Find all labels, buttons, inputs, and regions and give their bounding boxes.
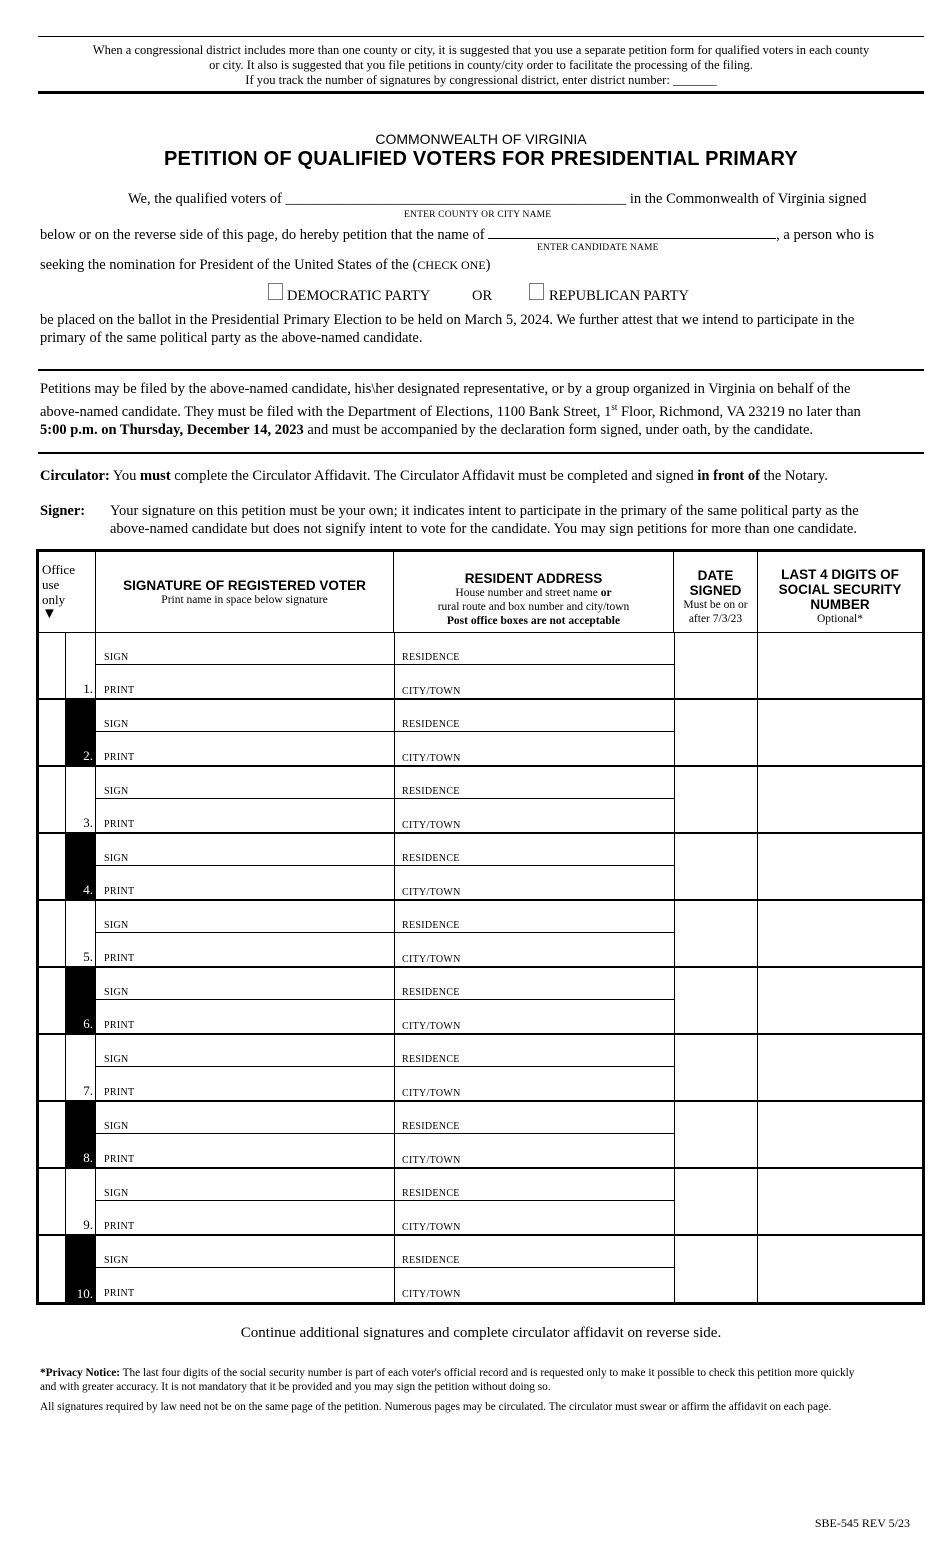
all-signatures-note: All signatures required by law need not be on the same page of the petition. Numerous pages may be circulated. The circulator must swear or affirm the affidavit on each page. [40, 1401, 832, 1413]
ssn-last4-field[interactable] [758, 901, 922, 966]
table-row [39, 633, 922, 700]
district-notice [38, 36, 924, 94]
column-divider [394, 767, 395, 832]
date-signed-field[interactable] [674, 1102, 758, 1167]
use-word: use [42, 577, 60, 592]
table-header [39, 552, 922, 633]
signature-address-area [96, 767, 674, 832]
date-header [674, 552, 758, 632]
republican-party-label: REPUBLICAN PARTY [549, 288, 689, 304]
sign-field[interactable]: SIGN [104, 652, 129, 663]
print-field[interactable]: PRINT [104, 1020, 135, 1031]
office-use-cell [39, 1102, 66, 1167]
county-city-field[interactable]: _______________________________________________ [285, 191, 627, 207]
signature-header-sub: Print name in space below signature [161, 594, 328, 606]
row-number-cell [66, 834, 96, 899]
date-header-2: SIGNED [689, 583, 742, 598]
print-field[interactable]: PRINT [104, 1288, 135, 1299]
candidate-caption: ENTER CANDIDATE NAME [537, 243, 659, 253]
filing-line-3 [40, 421, 924, 439]
county-caption: ENTER COUNTY OR CITY NAME [404, 210, 552, 220]
office-use-cell [39, 1236, 66, 1303]
table-row [39, 834, 922, 901]
ssn-header-3: NUMBER [810, 597, 870, 612]
signature-address-area [96, 633, 674, 698]
office-word: Office [42, 562, 75, 577]
row-number: 4. [83, 882, 93, 897]
ssn-header-1: LAST 4 DIGITS OF [781, 567, 899, 582]
row-divider [96, 798, 674, 799]
ssn-last4-field[interactable] [758, 767, 922, 832]
sign-field[interactable]: SIGN [104, 786, 129, 797]
divider [38, 369, 924, 371]
office-use-cell [39, 700, 66, 765]
office-use-cell [39, 633, 66, 698]
city-town-field[interactable]: CITY/TOWN [402, 887, 461, 898]
only-word: only [42, 592, 66, 607]
office-use-cell [39, 1169, 66, 1234]
check-one: CHECK ONE [417, 258, 486, 272]
table-row [39, 968, 922, 1035]
row-number: 2. [83, 748, 93, 763]
city-town-field[interactable]: CITY/TOWN [402, 686, 461, 697]
column-divider [394, 968, 395, 1033]
print-field[interactable]: PRINT [104, 953, 135, 964]
ordinal-suffix: st [611, 402, 618, 412]
print-field[interactable]: PRINT [104, 752, 135, 763]
address-sub-2: rural route and box number and city/town [437, 601, 630, 613]
row-number: 7. [83, 1083, 93, 1098]
column-divider [394, 1169, 395, 1234]
print-field[interactable]: PRINT [104, 1154, 135, 1165]
circulator-text-1: You [109, 468, 141, 484]
row-number-cell [66, 767, 96, 832]
column-divider [394, 901, 395, 966]
city-town-field[interactable]: CITY/TOWN [402, 1088, 461, 1099]
sign-field[interactable]: SIGN [104, 987, 129, 998]
ballot-statement [40, 311, 924, 347]
ssn-last4-field[interactable] [758, 633, 922, 698]
ssn-header [758, 552, 922, 632]
signature-address-area [96, 1035, 674, 1100]
district-number-prompt[interactable]: If you track the number of signatures by congressional district, enter district number: _______ [245, 73, 717, 87]
ballot-line-1: be placed on the ballot in the Presidential Primary Election to be held on March 5, 2024. We further attest that we intend to participate in the [40, 312, 855, 328]
filing-line-2 [40, 398, 924, 421]
signature-header [96, 552, 394, 632]
signer-line-2: above-named candidate but does not signify intent to vote for the candidate. You may sign petitions for more than one candidate. [110, 521, 857, 537]
table-row [39, 700, 922, 767]
table-body [39, 633, 922, 1302]
sign-field[interactable]: SIGN [104, 1188, 129, 1199]
column-divider [394, 700, 395, 765]
column-divider [394, 633, 395, 698]
continue-note: Continue additional signatures and complete circulator affidavit on reverse side. [240, 1325, 722, 1341]
filing-deadline: 5:00 p.m. on Thursday, December 14, 2023 [40, 421, 304, 438]
residence-field[interactable]: RESIDENCE [402, 652, 460, 663]
print-field[interactable]: PRINT [104, 1221, 135, 1232]
ssn-sub: Optional* [817, 613, 863, 625]
petition-line-1 [128, 191, 866, 208]
table-row [39, 1035, 922, 1102]
date-signed-field[interactable] [674, 901, 758, 966]
city-town-field[interactable]: CITY/TOWN [402, 1021, 461, 1032]
print-field[interactable]: PRINT [104, 685, 135, 696]
filing-line-3-rest: and must be accompanied by the declaration form signed, under oath, by the candidate. [303, 421, 814, 438]
privacy-text: The last four digits of the social security number is part of each voter's official record and is requested only to make it possible to check this petition more quickly [119, 1367, 855, 1379]
residence-field[interactable]: RESIDENCE [402, 987, 460, 998]
residence-field[interactable]: RESIDENCE [402, 1121, 460, 1132]
divider [38, 452, 924, 454]
row-number-cell [66, 1102, 96, 1167]
filing-line-1: Petitions may be filed by the above-named candidate, his\her designated representative, or by a group organized in Virginia on behalf of the [40, 381, 851, 397]
signature-address-area [96, 1236, 674, 1303]
signer-instructions [40, 502, 924, 538]
residence-field[interactable]: RESIDENCE [402, 853, 460, 864]
residence-field[interactable]: RESIDENCE [402, 786, 460, 797]
signature-address-area [96, 1102, 674, 1167]
column-divider [394, 1236, 395, 1303]
circulator-instructions [40, 467, 924, 485]
column-divider [394, 834, 395, 899]
office-use-cell [39, 834, 66, 899]
column-divider [394, 1035, 395, 1100]
petition-line-2 [40, 224, 874, 244]
signature-address-area [96, 968, 674, 1033]
signature-address-area [96, 1169, 674, 1234]
democratic-party-label: DEMOCRATIC PARTY [287, 288, 431, 304]
date-sub-1: Must be on or [683, 599, 748, 611]
ssn-last4-field[interactable] [758, 700, 922, 765]
date-signed-field[interactable] [674, 633, 758, 698]
circulator-label: Circulator: [40, 468, 110, 484]
or-label: OR [472, 288, 493, 304]
signature-address-area [96, 700, 674, 765]
circulator-text-3: the Notary. [759, 468, 828, 484]
date-signed-field[interactable] [674, 1169, 758, 1234]
residence-field[interactable]: RESIDENCE [402, 719, 460, 730]
print-field[interactable]: PRINT [104, 886, 135, 897]
democratic-party-checkbox[interactable] [268, 283, 283, 300]
we-suffix: in the Commonwealth of Virginia signed [629, 191, 867, 207]
privacy-text-2: and with greater accuracy. It is not mandatory that it be provided and you may sign the petition without doing so. [40, 1381, 551, 1393]
privacy-notice [40, 1366, 930, 1394]
sign-field[interactable]: SIGN [104, 1121, 129, 1132]
row-number: 6. [83, 1016, 93, 1031]
table-row [39, 1169, 922, 1236]
residence-field[interactable]: RESIDENCE [402, 920, 460, 931]
city-town-field[interactable]: CITY/TOWN [402, 1289, 461, 1300]
table-row [39, 1102, 922, 1169]
sign-field[interactable]: SIGN [104, 1255, 129, 1266]
residence-field[interactable]: RESIDENCE [402, 1054, 460, 1065]
page-title: PETITION OF QUALIFIED VOTERS FOR PRESIDENTIAL PRIMARY [164, 148, 798, 170]
column-divider [394, 1102, 395, 1167]
row-number-cell [66, 968, 96, 1033]
privacy-label: *Privacy Notice: [40, 1367, 120, 1379]
row-number: 1. [83, 681, 93, 696]
row-number-cell [66, 1169, 96, 1234]
row-number-cell [66, 1035, 96, 1100]
residence-field[interactable]: RESIDENCE [402, 1188, 460, 1199]
row-divider [96, 865, 674, 866]
ballot-line-2: primary of the same political party as the above-named candidate. [40, 330, 423, 346]
row-divider [96, 999, 674, 1000]
row-number-cell [66, 700, 96, 765]
date-sub-2: after 7/3/23 [688, 613, 743, 625]
filing-line-2b: Floor, Richmond, VA 23219 no later than [617, 403, 861, 420]
date-signed-field[interactable] [674, 968, 758, 1033]
signature-address-area [96, 901, 674, 966]
republican-party-checkbox[interactable] [529, 283, 544, 300]
row-divider [96, 1066, 674, 1067]
down-arrow-icon: ▼ [42, 606, 57, 622]
print-field[interactable]: PRINT [104, 819, 135, 830]
district-notice-line-1: When a congressional district includes more than one county or city, it is suggested that you use a separate petition form for qualified voters in each county [92, 43, 870, 57]
row-divider [96, 1267, 674, 1268]
address-sub-3: Post office boxes are not acceptable [446, 615, 621, 627]
ssn-last4-field[interactable] [758, 1169, 922, 1234]
date-signed-field[interactable] [674, 1035, 758, 1100]
date-signed-field[interactable] [674, 834, 758, 899]
ssn-last4-field[interactable] [758, 968, 922, 1033]
circulator-text-2: complete the Circulator Affidavit. The Circulator Affidavit must be completed and signed [170, 468, 698, 484]
sign-field[interactable]: SIGN [104, 853, 129, 864]
circulator-must: must [140, 468, 171, 484]
line2-suffix: , a person who is [776, 227, 875, 243]
print-field[interactable]: PRINT [104, 1087, 135, 1098]
ssn-last4-field[interactable] [758, 1102, 922, 1167]
table-row [39, 1236, 922, 1303]
form-number: SBE-545 REV 5/23 [814, 1516, 910, 1530]
office-use-cell [39, 901, 66, 966]
ssn-last4-field[interactable] [758, 1035, 922, 1100]
commonwealth-heading: COMMONWEALTH OF VIRGINIA [375, 131, 587, 147]
address-header-title: RESIDENT ADDRESS [464, 571, 603, 586]
row-divider [96, 932, 674, 933]
date-signed-field[interactable] [674, 700, 758, 765]
sign-field[interactable]: SIGN [104, 920, 129, 931]
city-town-field[interactable]: CITY/TOWN [402, 1222, 461, 1233]
date-signed-field[interactable] [674, 767, 758, 832]
office-use-header [39, 552, 96, 632]
signature-table [36, 549, 925, 1305]
residence-field[interactable]: RESIDENCE [402, 1255, 460, 1266]
office-use-cell [39, 968, 66, 1033]
line2-prefix: below or on the reverse side of this page, do hereby petition that the name of [40, 227, 485, 243]
circulator-front-of: in front of [697, 468, 760, 484]
city-town-field[interactable]: CITY/TOWN [402, 820, 461, 831]
district-notice-line-2: or city. It also is suggested that you file petitions in county/city order to facilitate the processing of the filing. [209, 58, 753, 72]
row-number: 10. [76, 1286, 93, 1301]
row-number: 8. [83, 1150, 93, 1165]
sign-field[interactable]: SIGN [104, 1054, 129, 1065]
row-divider [96, 664, 674, 665]
signer-line-1: Your signature on this petition must be your own; it indicates intent to participate in the primary of the same political party as the [110, 503, 859, 519]
signature-header-title: SIGNATURE OF REGISTERED VOTER [123, 578, 366, 593]
date-header-1: DATE [697, 568, 734, 583]
row-number: 9. [83, 1217, 93, 1232]
city-town-field[interactable]: CITY/TOWN [402, 954, 461, 965]
row-number: 3. [83, 815, 93, 830]
address-sub-or: or [600, 587, 612, 599]
line3-close: ) [485, 257, 491, 273]
city-town-field[interactable]: CITY/TOWN [402, 1155, 461, 1166]
ssn-last4-field[interactable] [758, 1236, 922, 1303]
address-sub-1: House number and street name [455, 587, 601, 599]
we-prefix: We, the qualified voters of [128, 191, 282, 207]
date-signed-field[interactable] [674, 1236, 758, 1303]
line3-text: seeking the nomination for President of the United States of the ( [40, 257, 418, 273]
petition-line-3 [40, 257, 491, 274]
row-divider [96, 1133, 674, 1134]
city-town-field[interactable]: CITY/TOWN [402, 753, 461, 764]
office-use-cell [39, 767, 66, 832]
ssn-header-2: SOCIAL SECURITY [778, 582, 902, 597]
signature-address-area [96, 834, 674, 899]
filing-instructions [40, 380, 924, 439]
signer-label: Signer: [40, 503, 86, 519]
row-number-cell [66, 633, 96, 698]
row-number-cell [66, 1236, 96, 1303]
candidate-name-field[interactable] [488, 224, 776, 239]
filing-line-2a: above-named candidate. They must be filed with the Department of Elections, 1100 Bank Street, 1 [40, 403, 612, 420]
table-row [39, 901, 922, 968]
office-use-cell [39, 1035, 66, 1100]
row-divider [96, 731, 674, 732]
ssn-last4-field[interactable] [758, 834, 922, 899]
sign-field[interactable]: SIGN [104, 719, 129, 730]
row-number: 5. [83, 949, 93, 964]
row-number-cell [66, 901, 96, 966]
table-row [39, 767, 922, 834]
address-header [394, 552, 674, 632]
row-divider [96, 1200, 674, 1201]
